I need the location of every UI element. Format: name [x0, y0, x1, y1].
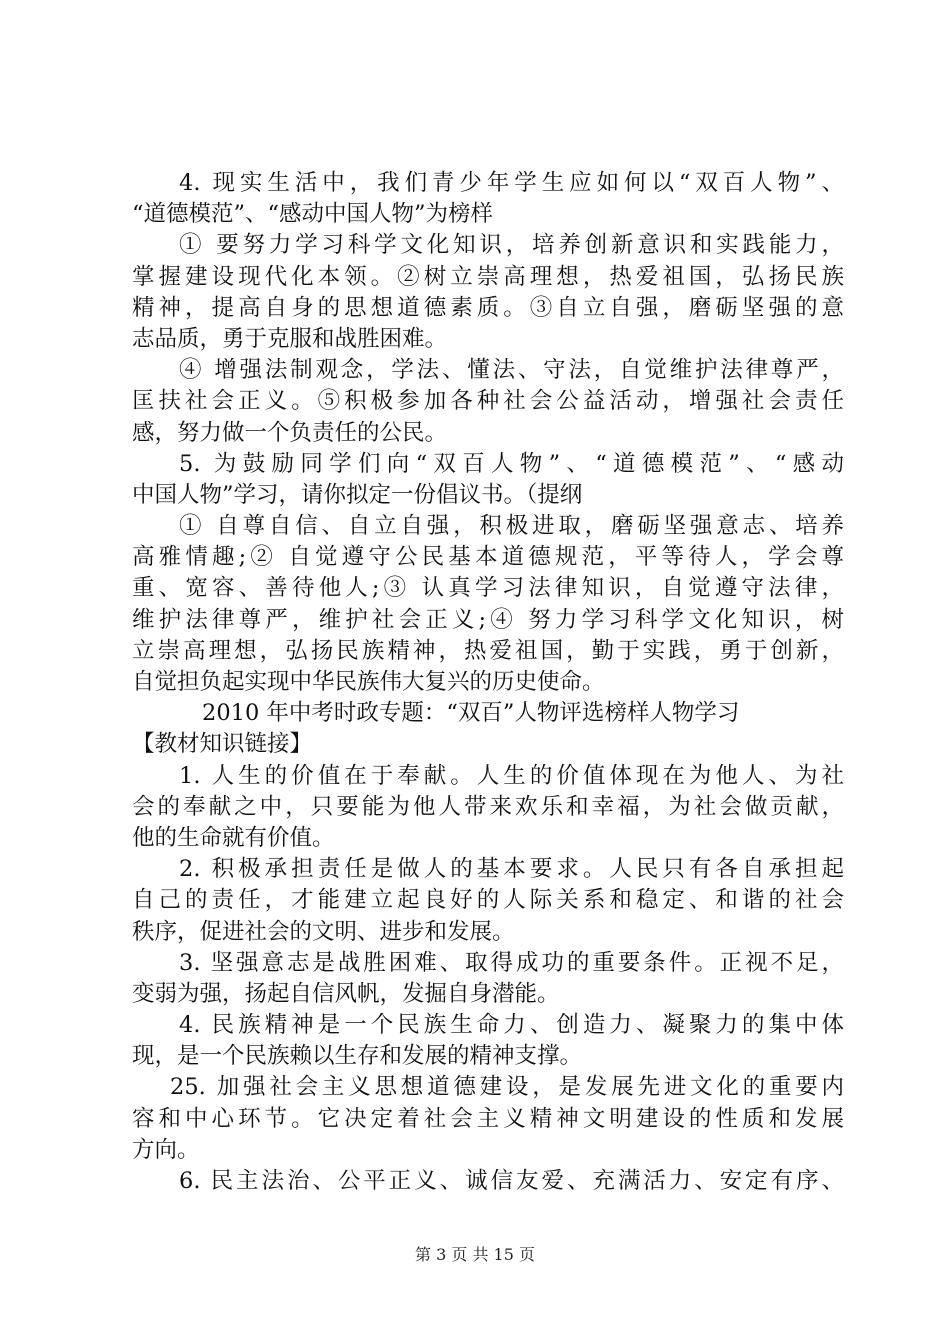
text-line: ① 要努力学习科学文化知识，培养创新意识和实践能力，	[179, 232, 844, 259]
text-line: 精神，提高自身的思想道德素质。③自立自强，磨砺坚强的意	[132, 294, 844, 321]
text-line: 4. 现实生活中，我们青少年学生应如何以“双百人物”、	[179, 170, 844, 196]
text-line: 会的奉献之中，只要能为他人带来欢乐和幸福，为社会做贡献，	[132, 793, 844, 820]
text-line: 立崇高理想，弘扬民族精神，热爱祖国，勤于实践，勇于创新，	[132, 637, 844, 664]
section-subheading: 【教材知识链接】	[132, 731, 313, 758]
text-line: 志品质，勇于克服和战胜困难。	[132, 325, 448, 352]
text-line: 5. 为鼓励同学们向“双百人物”、“道德模范”、“感动	[179, 450, 844, 477]
text-line: 1. 人生的价值在于奉献。人生的价值体现在为他人、为社	[179, 762, 844, 789]
text-line: 自觉担负起实现中华民族伟大复兴的历史使命。	[132, 669, 605, 695]
text-line: 维护法律尊严，维护社会正义;④ 努力学习科学文化知识，树	[132, 606, 844, 633]
text-line: 重、宽容、善待他人;③ 认真学习法律知识，自觉遵守法律，	[132, 575, 844, 602]
text-line: 高雅情趣;② 自觉遵守公民基本道德规范，平等待人，学会尊	[132, 544, 844, 571]
text-line: 容和中心环节。它决定着社会主义精神文明建设的性质和发展	[132, 1105, 844, 1132]
text-line: 6. 民主法治、公平正义、诚信友爱、充满活力、安定有序、	[179, 1168, 844, 1194]
document-body	[132, 168, 844, 1197]
section-heading: 2010 年中考时政专题：“双百”人物评选榜样人物学习	[202, 700, 740, 727]
text-line: ④ 增强法制观念，学法、懂法、守法，自觉维护法律尊严，	[179, 357, 844, 384]
text-line: 秩序，促进社会的文明、进步和发展。	[132, 918, 515, 945]
text-line: 变弱为强，扬起自信风帆，发掘自身潜能。	[132, 980, 560, 1007]
text-line: 他的生命就有价值。	[132, 824, 335, 851]
text-line: 现，是一个民族赖以生存和发展的精神支撑。	[132, 1043, 583, 1070]
text-line: 3. 坚强意志是战胜困难、取得成功的重要条件。正视不足，	[179, 949, 844, 976]
text-line: “道德模范”、“感动中国人物”为榜样	[132, 201, 494, 228]
text-line: ① 自尊自信、自立自强，积极进取，磨砺坚强意志、培养	[179, 513, 844, 540]
text-line: 感，努力做一个负责任的公民。	[132, 419, 448, 446]
text-line: 中国人物”学习，请你拟定一份倡议书。（提纲	[132, 481, 583, 508]
text-line: 25. 加强社会主义思想道德建设，是发展先进文化的重要内	[170, 1074, 844, 1101]
text-line: 匡扶社会正义。⑤积极参加各种社会公益活动，增强社会责任	[132, 388, 844, 415]
text-line: 掌握建设现代化本领。②树立崇高理想，热爱祖国，弘扬民族	[132, 263, 844, 290]
text-line: 4. 民族精神是一个民族生命力、创造力、凝聚力的集中体	[179, 1012, 844, 1039]
text-line: 方向。	[132, 1136, 200, 1163]
text-line: 自己的责任，才能建立起良好的人际关系和稳定、和谐的社会	[132, 887, 844, 914]
page-footer: 第 3 页 共 15 页	[415, 1245, 535, 1264]
text-line: 2. 积极承担责任是做人的基本要求。人民只有各自承担起	[179, 856, 844, 883]
